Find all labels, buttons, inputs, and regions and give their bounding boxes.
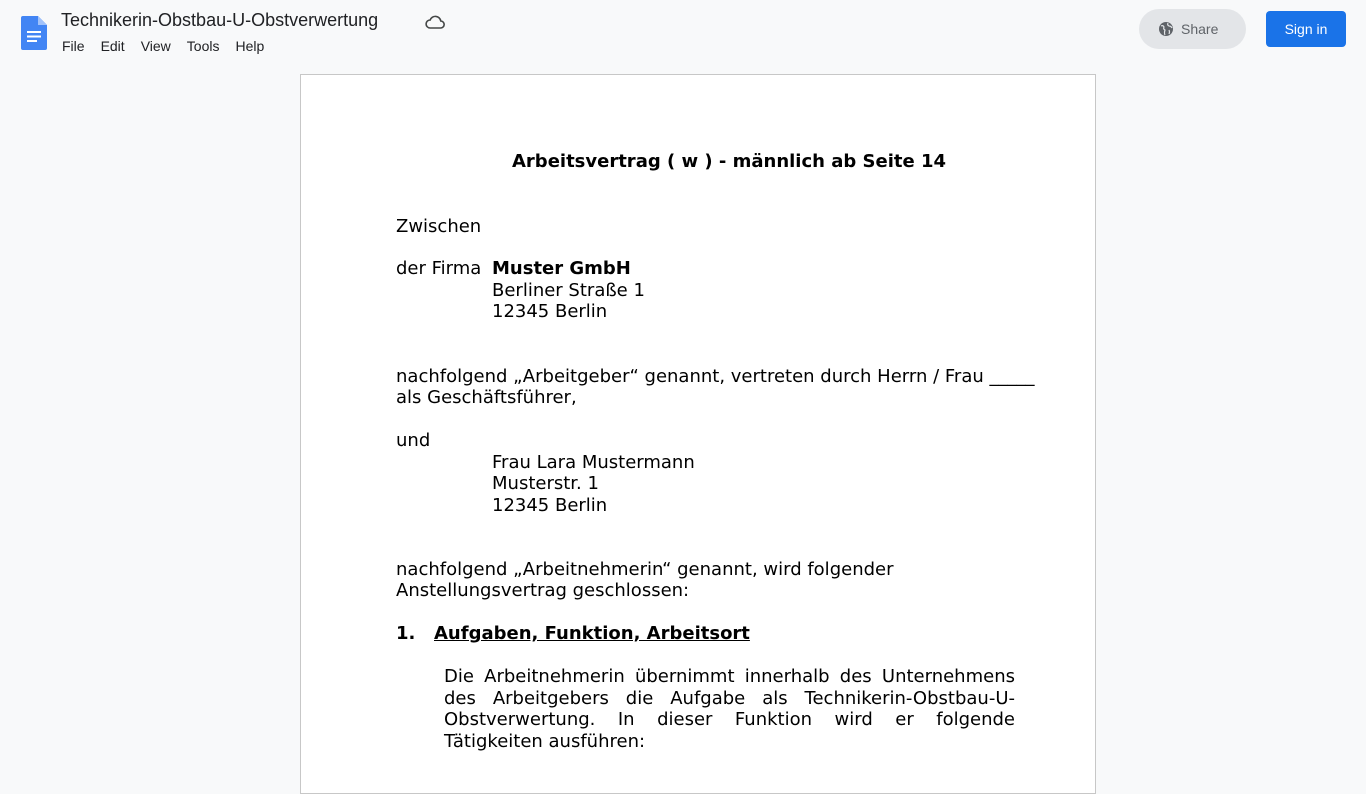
document-heading: Arbeitsvertrag ( w ) - männlich ab Seite 14 [512,151,946,172]
menu-help[interactable]: Help [235,38,265,54]
employer-line-2: als Geschäftsführer, [396,387,577,408]
employee-line-1: nachfolgend „Arbeitnehmerin“ genannt, wird folgender [396,559,894,580]
sign-in-button[interactable]: Sign in [1266,11,1346,47]
menu-file[interactable]: File [62,38,85,54]
share-button[interactable] [1139,9,1246,49]
docs-icon[interactable] [21,16,47,50]
employee-line-2: Anstellungsvertrag geschlossen: [396,580,690,601]
menu-edit[interactable]: Edit [100,38,125,54]
menu-tools[interactable]: Tools [186,38,220,54]
section-1-number: 1. [396,623,416,644]
employee-name: Frau Lara Mustermann [492,452,695,473]
firm-label: der Firma [396,258,482,279]
document-page [300,74,1096,794]
firm-city: 12345 Berlin [492,301,608,322]
cloud-icon[interactable] [425,14,445,30]
between-text: Zwischen [396,216,482,237]
firm-street: Berliner Straße 1 [492,280,645,301]
employee-street: Musterstr. 1 [492,473,599,494]
section-1-title: Aufgaben, Funktion, Arbeitsort [434,623,750,644]
menu-bar [62,37,280,55]
employer-line-1: nachfolgend „Arbeitgeber“ genannt, vertreten durch Herrn / Frau _____ [396,366,1035,387]
section-1-text: Die Arbeitnehmerin übernimmt innerhalb des Unternehmens des Arbeitgebers die Aufgabe als Technikerin-Obstbau-U-Obstverwertung. In dieser Funktion wird er folgende Tätigkeiten ausführen: [444,666,1015,752]
firm-name: Muster GmbH [492,258,631,279]
menu-view[interactable]: View [140,38,171,54]
document-title[interactable]: Technikerin-Obstbau-U-Obstverwertung [61,10,379,30]
globe-icon [1158,21,1174,37]
and-text: und [396,430,431,451]
share-label: Share [1181,21,1219,37]
employee-city: 12345 Berlin [492,495,608,516]
